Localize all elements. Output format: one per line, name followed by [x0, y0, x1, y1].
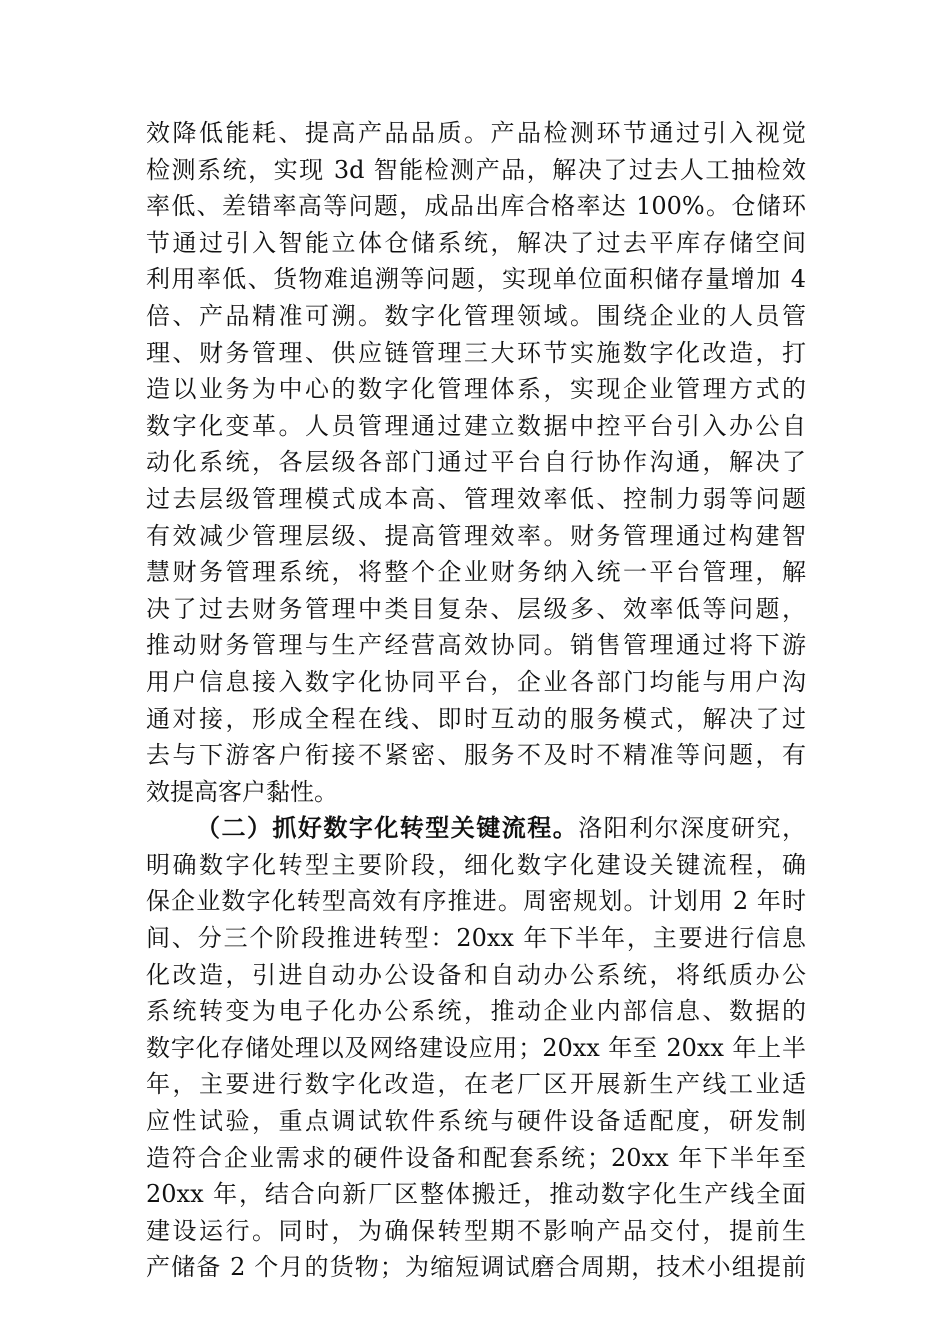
text-line: 产储备 2 个月的货物；为缩短调试磨合周期，技术小组提前 [146, 1253, 806, 1282]
text-line: 数字化变革。人员管理通过建立数据中控平台引入办公自 [146, 411, 806, 440]
section-heading: （二）抓好数字化转型关键流程。 [196, 813, 579, 843]
text-line: 理、财务管理、供应链管理三大环节实施数字化改造，打 [146, 338, 806, 367]
text-line: 利用率低、货物难追溯等问题，实现单位面积储存量增加 4 [146, 265, 806, 294]
heading-line-rest: 洛阳利尔深度研究， [578, 814, 807, 843]
text-line: 年，主要进行数字化改造，在老厂区开展新生产线工业适 [146, 1070, 806, 1099]
text-line: 应性试验，重点调试软件系统与硬件设备适配度，研发制 [146, 1107, 806, 1136]
text-line: 造符合企业需求的硬件设备和配套系统；20xx 年下半年至 [146, 1143, 806, 1172]
text-line [146, 810, 806, 847]
text-line: 20xx 年，结合向新厂区整体搬迁，推动数字化生产线全面 [146, 1180, 806, 1209]
paragraph-1 [146, 115, 806, 810]
text-line: 倍、产品精准可溯。数字化管理领域。围绕企业的人员管 [146, 301, 806, 330]
text-line: 通对接，形成全程在线、即时互动的服务模式，解决了过 [146, 704, 806, 733]
text-line: 建设运行。同时，为确保转型期不影响产品交付，提前生 [146, 1216, 806, 1245]
body-text [146, 115, 806, 1286]
text-line: 用户信息接入数字化协同平台，企业各部门均能与用户沟 [146, 667, 806, 696]
text-line: 化改造，引进自动办公设备和自动办公系统，将纸质办公 [146, 960, 806, 989]
text-line: 决了过去财务管理中类目复杂、层级多、效率低等问题， [146, 594, 806, 623]
text-line: 数字化存储处理以及网络建设应用；20xx 年至 20xx 年上半 [146, 1033, 806, 1062]
text-line: 过去层级管理模式成本高、管理效率低、控制力弱等问题 [146, 484, 806, 513]
text-line: 造以业务为中心的数字化管理体系，实现企业管理方式的 [146, 375, 806, 404]
text-line: 保企业数字化转型高效有序推进。周密规划。计划用 2 年时 [146, 887, 806, 916]
text-line: 动化系统，各层级各部门通过平台自行协作沟通，解决了 [146, 448, 806, 477]
text-line: 效提高客户黏性。 [146, 777, 338, 806]
text-line: 有效减少管理层级、提高管理效率。财务管理通过构建智 [146, 521, 806, 550]
text-line: 系统转变为电子化办公系统，推动企业内部信息、数据的 [146, 997, 806, 1026]
text-line: 去与下游客户衔接不紧密、服务不及时不精准等问题，有 [146, 741, 806, 770]
text-line: 慧财务管理系统，将整个企业财务纳入统一平台管理，解 [146, 558, 806, 587]
text-line: 明确数字化转型主要阶段，细化数字化建设关键流程，确 [146, 850, 806, 879]
paragraph-2 [146, 810, 806, 1286]
text-line: 间、分三个阶段推进转型：20xx 年下半年，主要进行信息 [146, 924, 806, 953]
text-line: 推动财务管理与生产经营高效协同。销售管理通过将下游 [146, 631, 806, 660]
text-line: 检测系统，实现 3d 智能检测产品，解决了过去人工抽检效 [146, 155, 806, 184]
text-line: 节通过引入智能立体仓储系统，解决了过去平库存储空间 [146, 228, 806, 257]
text-line: 率低、差错率高等问题，成品出库合格率达 100%。仓储环 [146, 192, 806, 221]
text-line: 效降低能耗、提高产品品质。产品检测环节通过引入视觉 [146, 119, 806, 147]
